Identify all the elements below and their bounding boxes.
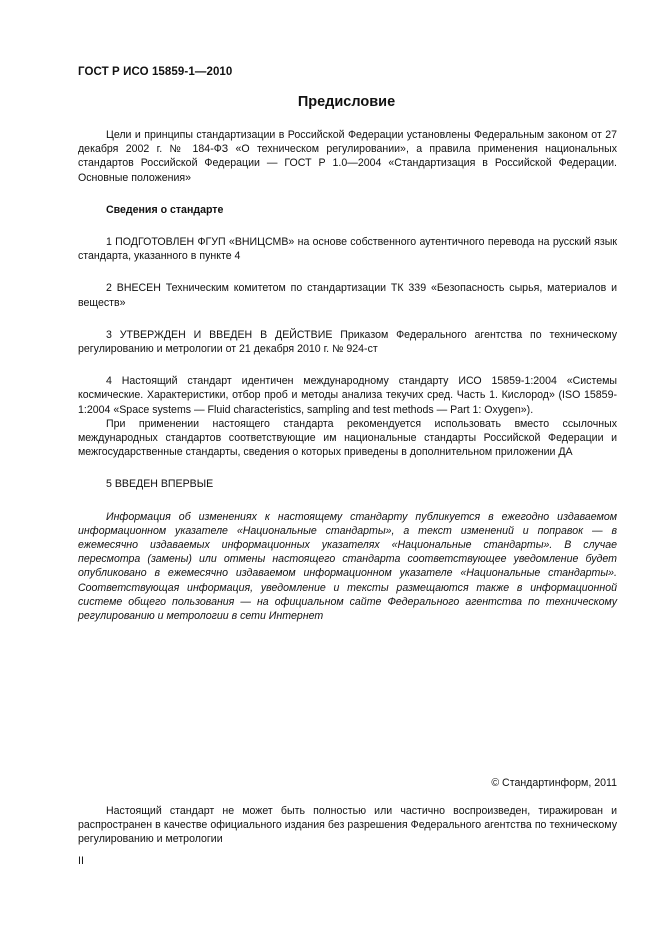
reproduction-notice-text: Настоящий стандарт не может быть полностью или частично воспроизведен, тиражирован и распространен в качестве официального издания без разрешения Федерального агентства по техническому регулированию и метрологии <box>78 805 617 846</box>
section-title: Сведения о стандарте <box>106 203 224 216</box>
intro-paragraph: Цели и принципы стандартизации в Российской Федерации установлены Федеральным законом от 27 декабря 2002 г. № 184-ФЗ «О техническом регулировании», а правила применения национальных стандартов Российской Федерации — ГОСТ Р 1.0—2004 «Стандартизация в Российской Федерации. Основные положения» <box>78 129 617 184</box>
page-title: Предисловие <box>297 94 396 110</box>
foreword-content <box>78 128 617 623</box>
item-4-paragraph: 4 Настоящий стандарт идентичен международному стандарту ИСО 15859-1:2004 «Системы космические. Характеристики, отбор проб и методы анализа текучих сред. Часть 1. Кислород» (ISO 15859-1:2004 «Space systems — Fluid characteristics, sampling and test methods — Part 1: Oxygen»). <box>78 375 617 416</box>
document-code-header: ГОСТ Р ИСО 15859-1—2010 <box>78 66 233 78</box>
reproduction-notice <box>78 804 617 847</box>
item-5-paragraph: 5 ВВЕДЕН ВПЕРВЫЕ <box>106 478 214 491</box>
item-3-paragraph: 3 УТВЕРЖДЕН И ВВЕДЕН В ДЕЙСТВИЕ Приказом Федерального агентства по техническому регулированию и метрологии от 21 декабря 2010 г. № 924-ст <box>78 328 617 356</box>
copyright-notice: © Стандартинформ, 2011 <box>491 777 617 789</box>
item-1-paragraph: 1 ПОДГОТОВЛЕН ФГУП «ВНИЦСМВ» на основе собственного аутентичного перевода на русский язык стандарта, указанного в пункте 4 <box>78 236 617 263</box>
item-2-paragraph: 2 ВНЕСЕН Техническим комитетом по стандартизации ТК 339 «Безопасность сырья, материалов и веществ» <box>78 282 617 309</box>
item-4-note-paragraph: При применении настоящего стандарта рекомендуется использовать вместо ссылочных международных стандартов соответствующие им национальные стандарты Российской Федерации и межгосударственные стандарты, сведения о которых приведены в дополнительном приложении ДА <box>78 417 617 459</box>
info-paragraph: Информация об изменениях к настоящему стандарту публикуется в ежегодно издаваемом информационном указателе «Национальные стандарты», а текст изменений и поправок — в ежемесячно издаваемых информационных указателях «Национальные стандарты». В случае пересмотра (замены) или отмены настоящего стандарта соответствующее уведомление будет опубликовано в ежемесячно издаваемом информационном указателе «Национальные стандарты». Соответствующая информация, уведомление и тексты размещаются также в информационной системе общего пользования — на официальном сайте Федерального агентства по техническому регулированию и метрологии в сети Интернет <box>78 510 617 623</box>
page-number: II <box>78 855 84 867</box>
